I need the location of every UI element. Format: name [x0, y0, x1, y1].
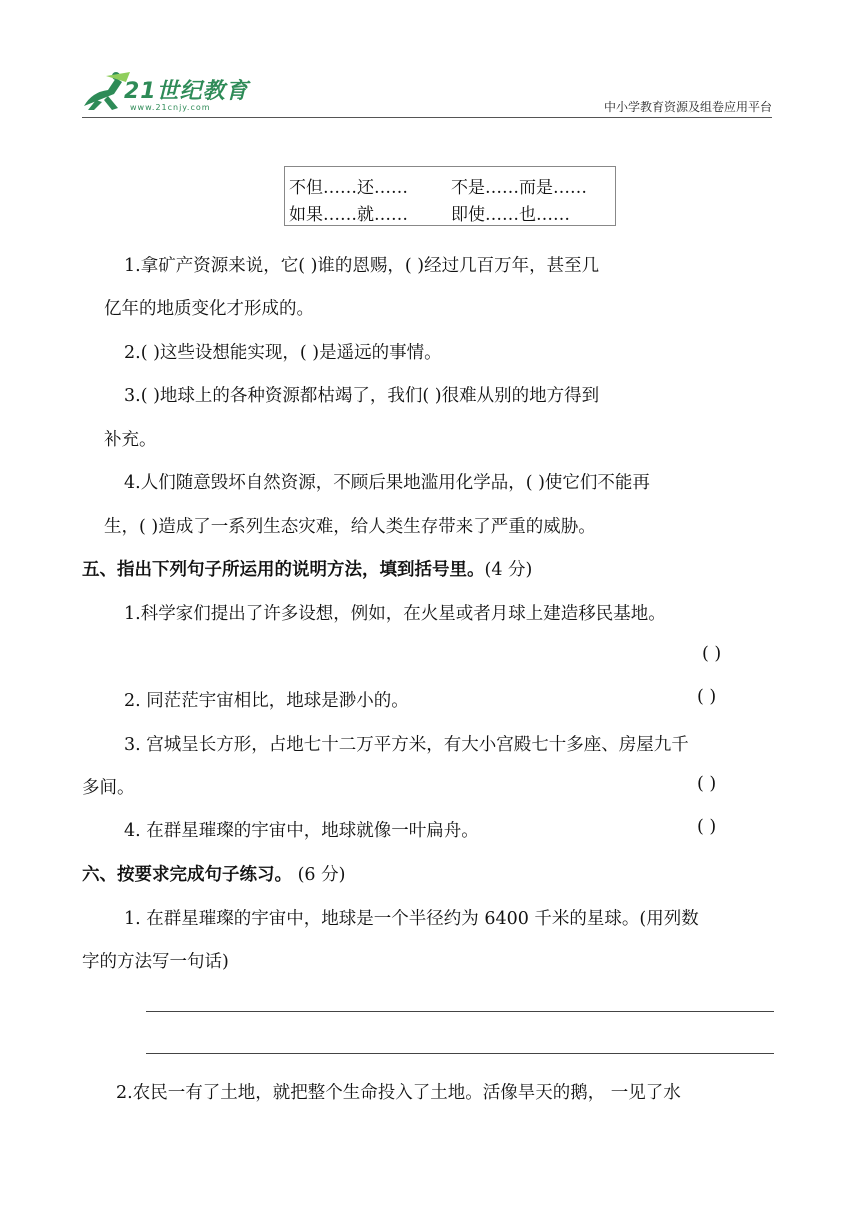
- question-line: 4. 在群星璀璨的宇宙中，地球就像一叶扁舟。: [124, 821, 479, 841]
- question-line: 3. 宫城呈长方形，占地七十二万平方米，有大小宫殿七十多座、房屋九千: [124, 735, 689, 755]
- question-line: 字的方法写一句话): [82, 952, 229, 972]
- question-line: 2. 同茫茫宇宙相比，地球是渺小的。: [124, 691, 409, 711]
- section-points: (4 分): [484, 560, 533, 580]
- question-line: 多间。: [82, 778, 135, 798]
- answer-line[interactable]: [146, 1053, 774, 1054]
- question-line: 1.科学家们提出了许多设想，例如，在火星或者月球上建造移民基地。: [124, 604, 666, 624]
- question-line: 2.( )这些设想能实现，( )是遥远的事情。: [124, 343, 442, 363]
- word-choice: 不但……还……: [289, 178, 408, 198]
- answer-bracket[interactable]: ( ): [697, 817, 717, 837]
- question-line: 3.( )地球上的各种资源都枯竭了，我们( )很难从别的地方得到: [124, 386, 600, 406]
- logo-url: www.21cnjy.com: [130, 103, 211, 112]
- answer-bracket[interactable]: ( ): [702, 644, 722, 664]
- word-choice: 即使……也……: [451, 205, 570, 225]
- section-5-heading: 五、指出下列句子所运用的说明方法，填到括号里。(4 分): [82, 560, 533, 580]
- section-points: (6 分): [292, 865, 346, 885]
- header-divider: [82, 117, 772, 118]
- question-line: 4.人们随意毁坏自然资源，不顾后果地滥用化学品，( )使它们不能再: [124, 473, 650, 493]
- answer-bracket[interactable]: ( ): [697, 687, 717, 707]
- question-line: 2.农民一有了土地，就把整个生命投入了土地。活像旱天的鹅， 一见了水: [116, 1083, 681, 1103]
- answer-bracket[interactable]: ( ): [697, 774, 717, 794]
- word-choice: 如果……就……: [289, 205, 408, 225]
- logo-text: 21世纪教育: [124, 79, 249, 104]
- question-line: 生，( )造成了一系列生态灾难，给人类生存带来了严重的威胁。: [104, 517, 596, 537]
- word-choice: 不是……而是……: [451, 178, 587, 198]
- question-line: 补充。: [104, 430, 157, 450]
- section-6-heading: 六、按要求完成句子练习。 (6 分): [82, 865, 346, 885]
- header-tagline: 中小学教育资源及组卷应用平台: [603, 100, 772, 114]
- word-choice-box: [284, 166, 616, 226]
- question-line: 亿年的地质变化才形成的。: [104, 299, 314, 319]
- answer-line[interactable]: [146, 1011, 774, 1012]
- question-line: 1.拿矿产资源来说，它( )谁的恩赐，( )经过几百万年，甚至几: [124, 256, 600, 276]
- question-line: 1. 在群星璀璨的宇宙中，地球是一个半径约为 6400 千米的星球。(用列数: [124, 909, 699, 929]
